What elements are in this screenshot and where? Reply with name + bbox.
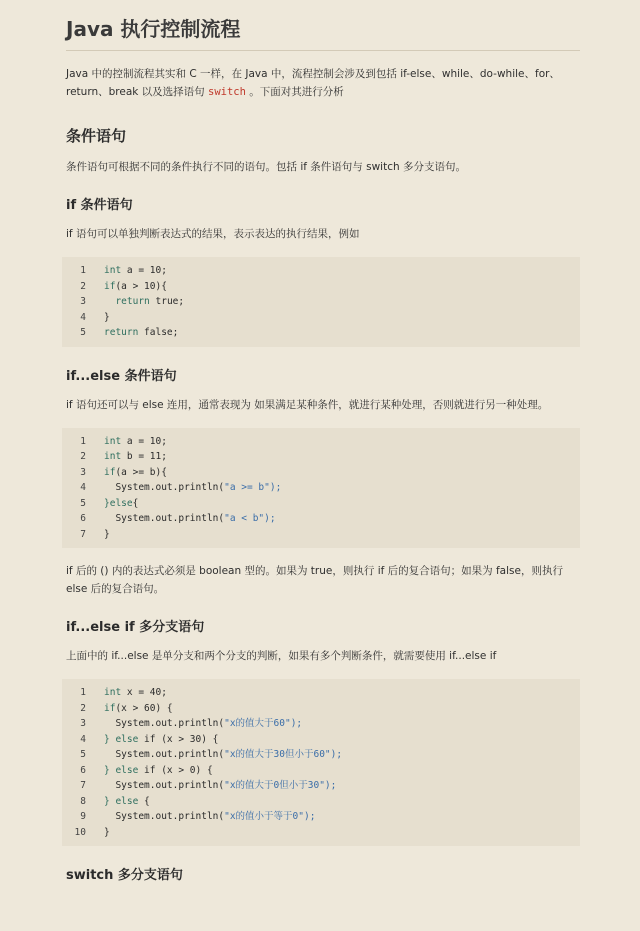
code-text: if(a >= b){	[104, 466, 167, 478]
line-number: 3	[80, 718, 86, 729]
line-number: 7	[80, 528, 86, 540]
code-line	[62, 763, 580, 779]
code-text: int a = 10;	[104, 265, 167, 276]
code-text: }	[104, 826, 110, 838]
line-number: 5	[80, 497, 86, 509]
code-line	[62, 263, 580, 279]
line-number: 10	[74, 826, 86, 838]
code-text: }else{	[104, 497, 139, 509]
code-line	[62, 465, 580, 481]
heading-if-else: if...else 条件语句	[66, 368, 177, 384]
code-line	[62, 701, 580, 717]
heading-switch: switch 多分支语句	[66, 868, 183, 883]
code-line	[62, 325, 580, 341]
code-line	[62, 434, 580, 450]
line-number: 4	[80, 733, 86, 745]
code-text: if(x > 60) {	[104, 702, 173, 714]
line-number: 6	[80, 764, 86, 776]
line-number: 7	[80, 780, 86, 791]
code-line	[62, 732, 580, 748]
line-number: 5	[80, 327, 86, 338]
code-text: System.out.println("a < b");	[104, 513, 276, 524]
line-number: 2	[80, 451, 86, 462]
code-block-if-else	[62, 428, 580, 549]
line-number: 6	[80, 513, 86, 524]
switch-keyword: switch	[208, 86, 246, 98]
code-block-if-else-if	[62, 679, 580, 846]
code-text: System.out.println("x的值大于0但小于30");	[104, 780, 337, 791]
line-number: 1	[80, 265, 86, 276]
code-line	[62, 527, 580, 543]
code-line	[62, 511, 580, 527]
intro-text-2: 。下面对其进行分析	[245, 86, 344, 98]
code-line	[62, 809, 580, 825]
line-number: 3	[80, 296, 86, 307]
code-block-if	[62, 257, 580, 347]
after-if-else: if 后的 () 内的表达式必须是 boolean 型的。如果为 true，则执行 if 后的复合语句；如果为 false，则执行 else 后的复合语句。	[66, 565, 563, 595]
code-text: int a = 10;	[104, 435, 167, 447]
intro-paragraph	[66, 65, 580, 101]
code-text: }	[104, 528, 110, 540]
desc-if: if 语句可以单独判断表达式的结果，表示表达的执行结果，例如	[66, 228, 360, 240]
line-number: 1	[80, 687, 86, 698]
line-number: 4	[80, 311, 86, 323]
code-line	[62, 794, 580, 810]
line-number: 9	[80, 811, 86, 822]
line-number: 1	[80, 435, 86, 447]
code-line	[62, 716, 580, 732]
code-line	[62, 825, 580, 841]
code-text: if(a > 10){	[104, 280, 167, 292]
page-title: Java 执行控制流程	[66, 0, 580, 51]
line-number: 2	[80, 280, 86, 292]
code-text: System.out.println("a >= b");	[104, 482, 282, 493]
code-text: return true;	[115, 296, 185, 307]
code-line	[62, 279, 580, 295]
line-number: 4	[80, 482, 86, 493]
code-line	[62, 480, 580, 496]
code-text: System.out.println("x的值小于等于0");	[104, 811, 316, 822]
code-text: int b = 11;	[104, 451, 167, 462]
code-line	[62, 685, 580, 701]
code-line	[62, 778, 580, 794]
heading-if: if 条件语句	[66, 198, 133, 213]
line-number: 8	[80, 795, 86, 807]
intro-text-1: Java 中的控制流程其实和 C 一样，在 Java 中，流程控制会涉及到包括 if-else、while、do-while、for、return、break 以及选择语句	[66, 68, 560, 98]
desc-if-else-if: 上面中的 if...else 是单分支和两个分支的判断，如果有多个判断条件，就需要使用 if...else if	[66, 650, 497, 662]
code-text: System.out.println("x的值大于60");	[104, 718, 303, 729]
code-line	[62, 294, 580, 310]
code-text: } else {	[104, 795, 150, 807]
code-line	[62, 496, 580, 512]
section-desc-conditional: 条件语句可根据不同的条件执行不同的语句。包括 if 条件语句与 switch 多分支语句。	[66, 161, 466, 173]
line-number: 3	[80, 466, 86, 478]
desc-if-else: if 语句还可以与 else 连用，通常表现为 如果满足某种条件，就进行某种处理，否则就进行另一种处理。	[66, 398, 549, 411]
code-text: int x = 40;	[104, 687, 167, 698]
line-number: 5	[80, 749, 86, 760]
code-text: System.out.println("x的值大于30但小于60");	[104, 749, 343, 760]
code-line	[62, 449, 580, 465]
code-text: }	[104, 311, 110, 323]
code-line	[62, 310, 580, 326]
code-text: } else if (x > 0) {	[104, 764, 213, 776]
code-line	[62, 747, 580, 763]
heading-if-else-if: if...else if 多分支语句	[66, 620, 205, 635]
line-number: 2	[80, 702, 86, 714]
section-heading-conditional: 条件语句	[66, 127, 127, 145]
code-text: } else if (x > 30) {	[104, 733, 219, 745]
code-text: return false;	[104, 327, 179, 338]
